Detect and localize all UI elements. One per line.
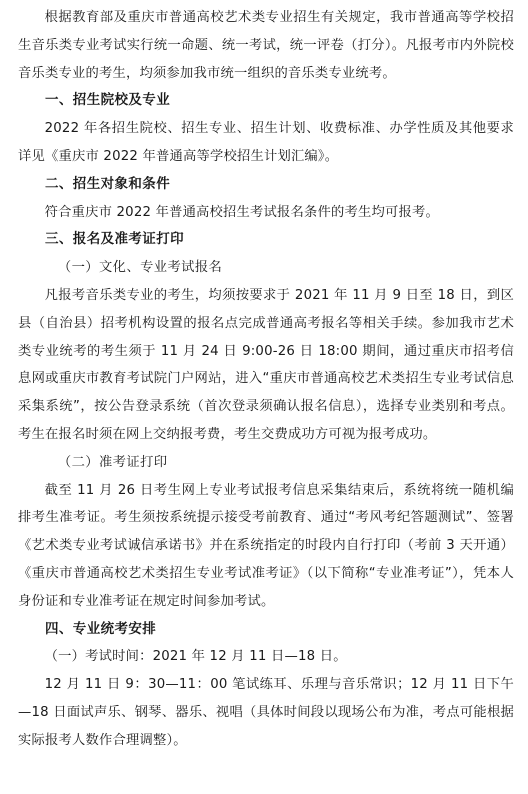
subheading-admission-ticket: （二）准考证打印 (57, 454, 168, 470)
exam-time-line: （一）考试时间：2021 年 12 月 11 日—18 日。 (44, 649, 347, 665)
exam-schedule-body: 12 月 11 日 9：30—11：00 笔试练耳、乐理与音乐常识；12 月 11 日下午—18 日面试声乐、钢琴、器乐、视唱（具体时间段以现场公布为准，考点可能根据实际报考人数作合理调整）。 (18, 677, 514, 748)
subheading-registration: （一）文化、专业考试报名 (57, 260, 223, 276)
section-heading-eligibility: 二、招生对象和条件 (45, 175, 171, 192)
registration-body: 凡报考音乐类专业的考生，均须按要求于 2021 年 11 月 9 日至 18 日，到区县（自治县）招考机构设置的报名点完成普通高考报名等相关手续。参加我市艺术类专业统考的考生须于 11 月 24 日 9:00-26 日 18:00 期间，通过重庆市招考信息网或重庆市教育考试院门户网站，进入“重庆市普通高校艺术类招生专业考试信息采集系统”，按公告登录系统（首次登录须确认报名信息），选择专业类别和考点。考生在报名时须在网上交纳报考费，考生交费成功方可视为报考成功。 (18, 287, 514, 442)
section-body-schools: 2022 年各招生院校、招生专业、招生计划、收费标准、办学性质及其他要求详见《重庆市 2022 年普通高等学校招生计划汇编》。 (18, 121, 514, 164)
section-heading-exam-schedule: 四、专业统考安排 (45, 620, 157, 637)
section-heading-registration: 三、报名及准考证打印 (45, 231, 184, 248)
admission-ticket-body: 截至 11 月 26 日考生网上专业考试报考信息采集结束后，系统将统一随机编排考生准考证。考生须按系统提示接受考前教育、通过“考风考纪答题测试”、签署《艺术类专业考试诚信承诺书》并在系统指定的时段内自行打印（考前 3 天开通）《重庆市普通高校艺术类招生专业考试准考证》（以下简称“专业准考证”），凭本人身份证和专业准考证在规定时间参加考试。 (18, 482, 514, 609)
intro-paragraph: 根据教育部及重庆市普通高校艺术类专业招生有关规定，我市普通高等学校招生音乐类专业考试实行统一命题、统一考试，统一评卷（打分）。凡报考市内外院校音乐类专业的考生，均须参加我市统一组织的音乐类专业统考。 (18, 10, 514, 81)
section-heading-schools: 一、招生院校及专业 (45, 92, 171, 109)
section-body-eligibility: 符合重庆市 2022 年普通高校招生考试报名条件的考生均可报考。 (44, 204, 440, 220)
